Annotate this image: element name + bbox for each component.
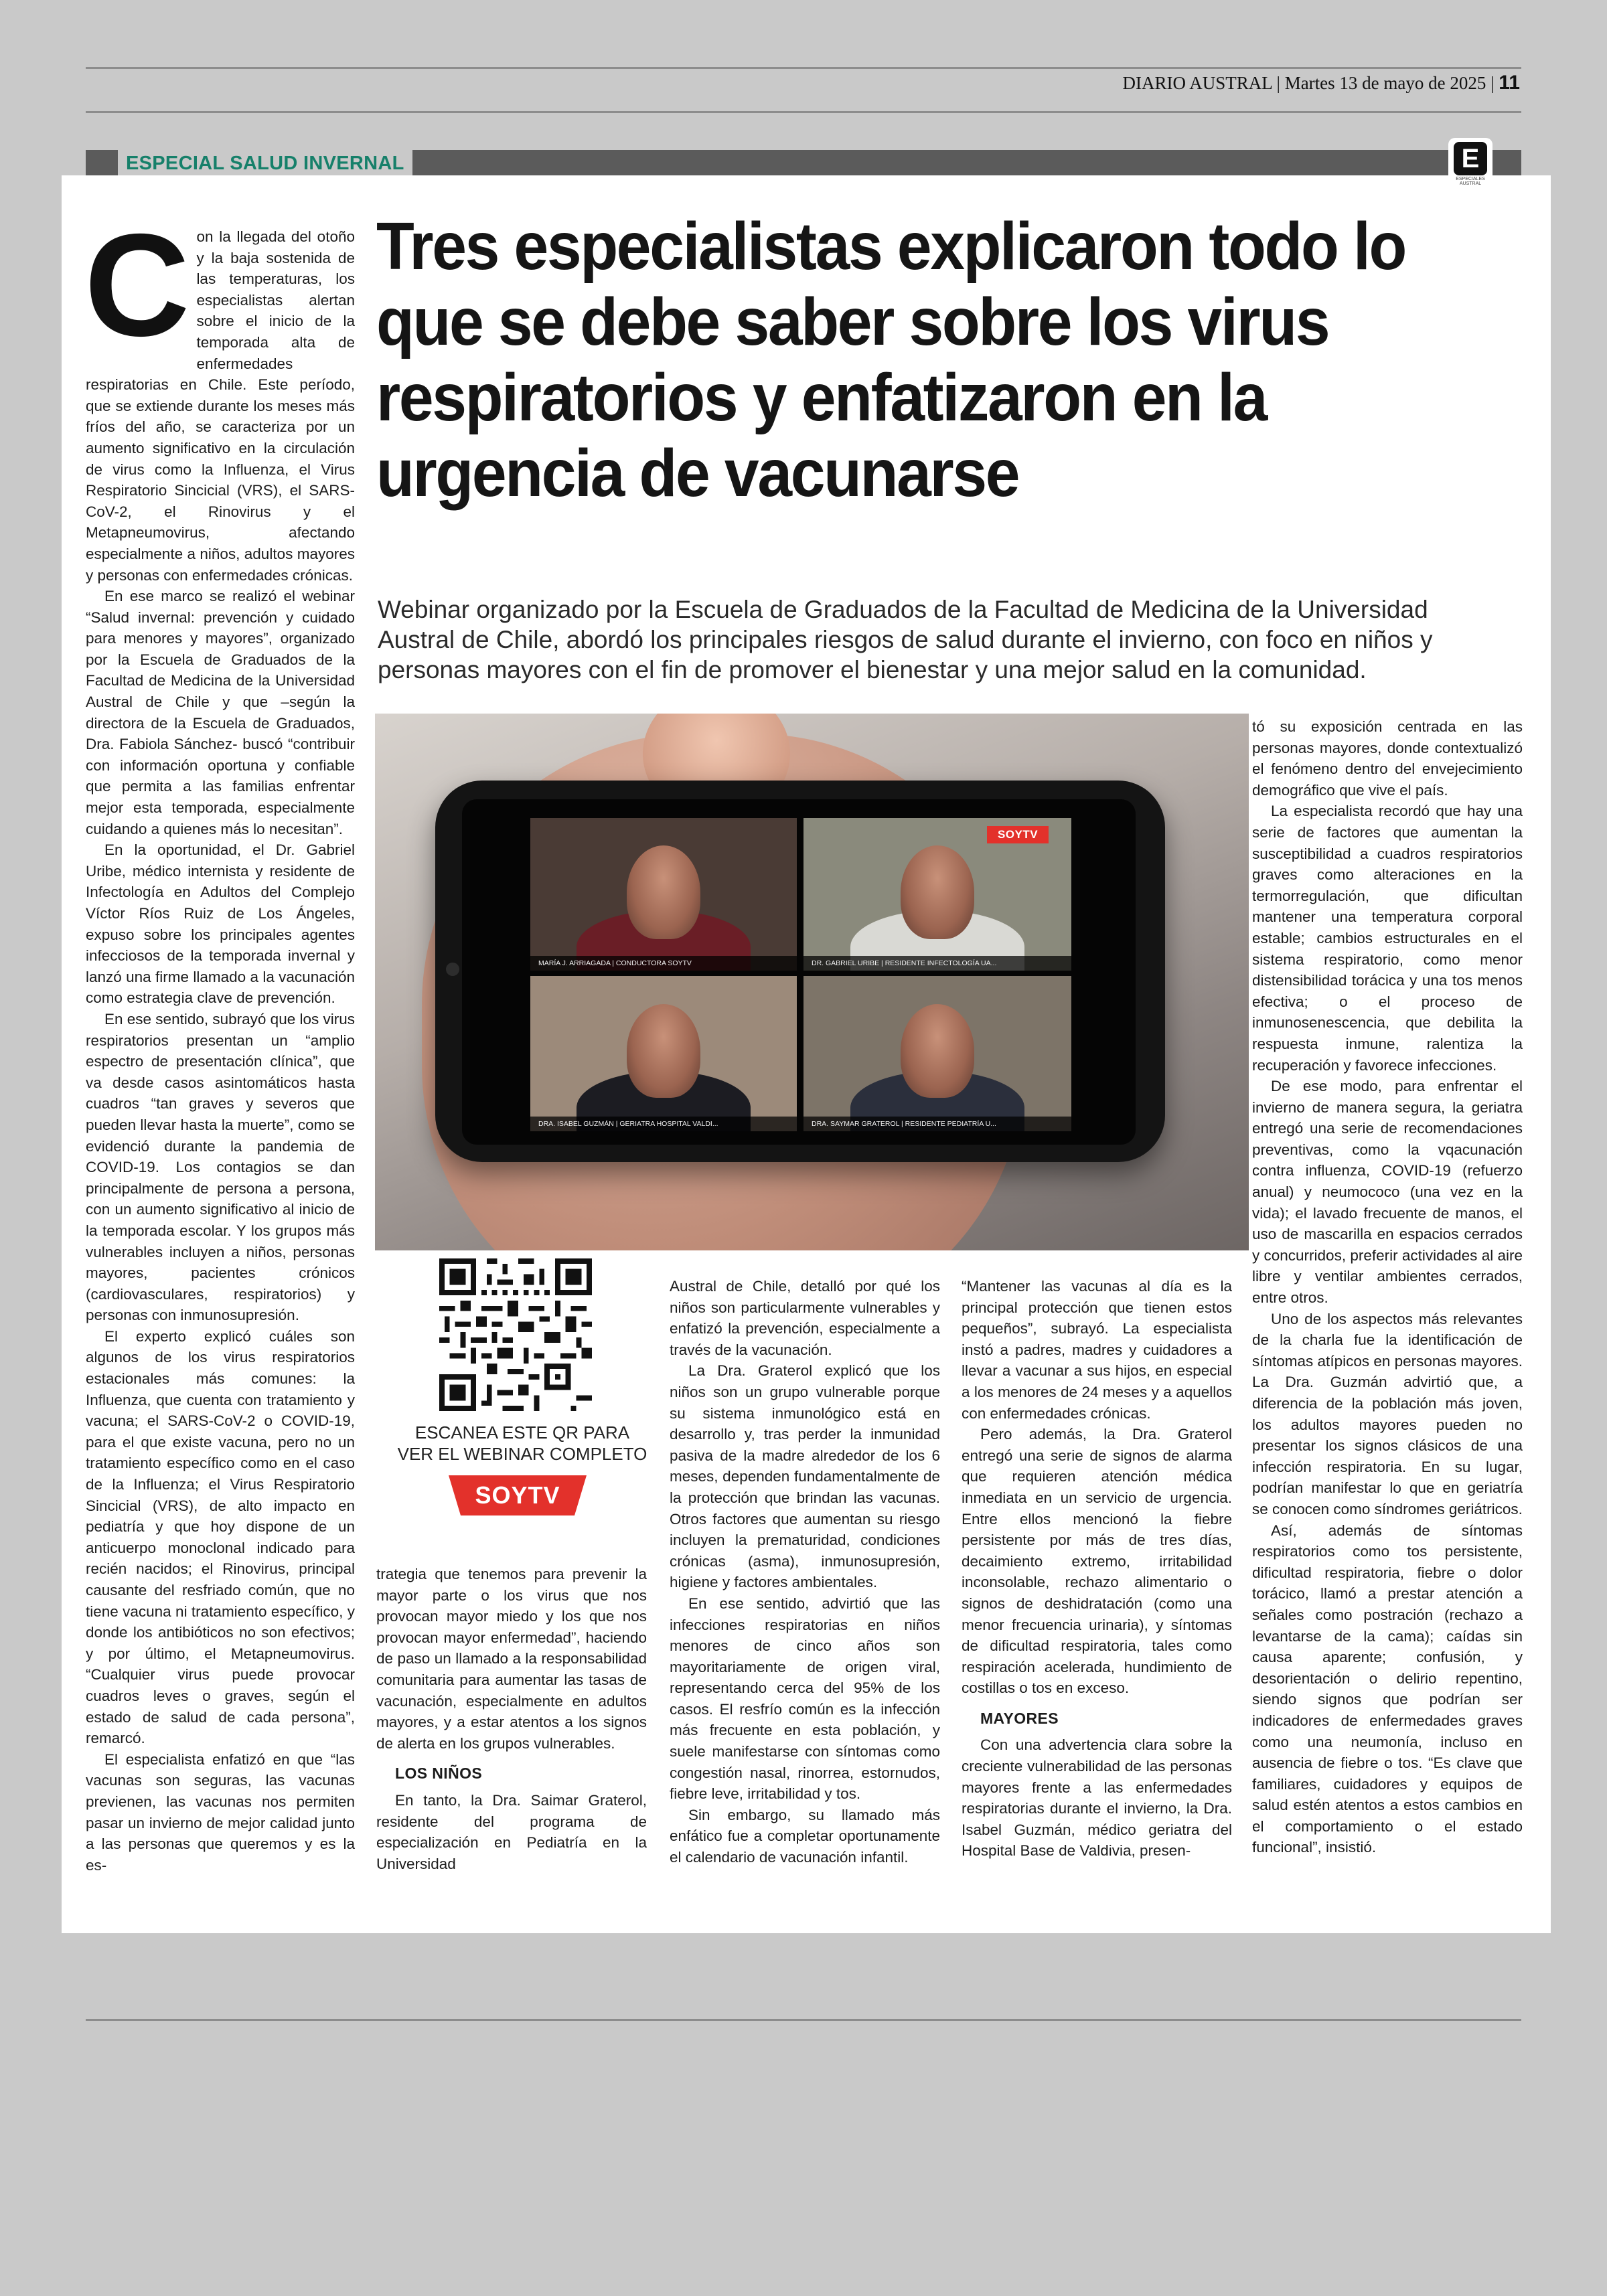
tile-caption: DR. GABRIEL URIBE | RESIDENTE INFECTOLOGÍA UA... [804,956,1071,971]
video-tile [530,976,797,1131]
person-avatar [901,845,974,939]
paragraph: De ese modo, para enfrentar el invierno de manera segura, la geriatra entregó una serie de recomendaciones preventivas, como la vqacunación contra influenza, COVID-19 (refuerzo anual) y neumococo (una vez en la vida); el lavado frecuente de manos, el uso de mascarilla en espacios cerrados y concurridos, preferir actividades al aire libre y ventilar ambientes cerrados, entre otros. [1252,1078,1523,1307]
paragraph: En la oportunidad, el Dr. Gabriel Uribe, médico internista y residente de Infectología en Adultos del Complejo Víctor Ríos Ruiz de Los Ángeles, expuso sobre los principales agentes infecciosos de la temporada invernal y lanzó una firme llamado a la vacunación como estrategia clave de prevención. [86,841,355,1007]
paragraph: on la llegada del otoño y la baja sostenida de las temperaturas, los especialistas alertan sobre el inicio de la temporada alta de enfermedades respiratorias en Chile. Este período, que se extiende durante los meses más fríos del año, se caracteriza por un aumento significativo en la circulación de virus como la Influenza, el Virus Respiratorio Sincicial (VRS), el SARS-CoV-2, el Rinovirus y el Metapneumovirus, afectando especialmente a niños, adultos mayores y personas con enfermedades crónicas. [86,228,355,584]
paragraph: La especialista recordó que hay una serie de factores que aumentan la susceptibilidad a cuadros respiratorios graves como alteraciones en la termorregulación, que dificultan mantener una temperatura corporal estable; cambios estructurales en el sistema respiratorio, como menor distensibilidad torácica y una tos menos efectiva; o el proceso de inmunosenescencia, que debilita la respuesta inmune, ralentiza la recuperación y favorece infecciones. [1252,803,1523,1074]
standfirst: Webinar organizado por la Escuela de Graduados de la Facultad de Medicina de la Universidad Austral de Chile, abordó los principales riesgos de salud durante el invierno, con foco en niños y personas mayores con el fin de promover el bienestar y una mejor salud en la comunidad. [378,596,1433,683]
paragraph: Pero además, la Dra. Graterol entregó una serie de signos de alarma que requieren atención médica inmediata en un servicio de urgencia. Entre ellos mencionó la fiebre persistente por más de tres días, decaimiento extremo, irritabilidad inconsolable, rechazo alimentario o signos de deshidratación (como una menor frecuencia urinaria), y síntomas de dificultad respiratoria, tales como respiración acelerada, hundimiento de costillas o tos en exceso. [962,1426,1232,1697]
tile-caption: MARÍA J. ARRIAGADA | CONDUCTORA SOYTV [530,956,797,971]
video-tile [530,818,797,971]
newspaper-name: DIARIO AUSTRAL [1122,73,1272,93]
paragraph: Con una advertencia clara sobre la creciente vulnerabilidad de las personas mayores frente a las enfermedades respiratorias durante el invierno, la Dra. Isabel Guzmán, médico geriatra del Hospital Base de Valdivia, presen- [962,1736,1232,1860]
folio-separator: | [1276,73,1280,93]
headline: Tres especialistas explicaron todo lo que se debe saber sobre los virus respiratorios y enfatizaron en la urgencia de vacunarse [376,209,1405,511]
logo-caption: ESPECIALES AUSTRAL [1456,177,1485,186]
issue-date: Martes 13 de mayo de 2025 [1284,73,1486,93]
paragraph: En ese marco se realizó el webinar “Salud invernal: prevención y cuidado para menores y mayores”, organizado por la Escuela de Graduados de la Facultad de Medicina de la Universidad Austral de Chile y que –según la directora de la Escuela de Graduados, Dra. Fabiola Sánchez- buscó “contribuir con información oportuna y confiable que permita a las familias enfrentar mejor esta temporada, especialmente cuidando a quienes más lo necesitan”. [86,588,355,837]
logo-letter: E [1454,142,1487,175]
paragraph: Sin embargo, su llamado más enfático fue a completar oportunamente el calendario de vacunación infantil. [670,1806,940,1866]
camera-icon [446,963,459,976]
paragraph: trategia que tenemos para prevenir la mayor parte o los virus que nos provocan mayor miedo y los que nos provocan mayor enfermedad”, haciendo de paso un llamado a la responsabilidad comunitaria para aumentar las tasas de vacunación, especialmente en adultos mayores, y a estar atentos a los signos de alerta en los grupos vulnerables. [376,1566,647,1752]
folio-separator: | [1490,73,1495,93]
article-column-3 [670,1276,940,1918]
section-marker [86,150,108,177]
person-avatar [627,845,700,939]
video-tile [804,976,1071,1131]
qr-caption-line2: VER EL WEBINAR COMPLETO [397,1444,647,1464]
subhead-mayores: MAYORES [980,1709,1059,1727]
paragraph: En ese sentido, subrayó que los virus respiratorios presentan un “amplio espectro de presentación clínica”, que va desde casos asintomáticos hasta cuadros “tan graves y severos que pueden llevar hasta la muerte”, como se evidenció durante la pandemia de COVID-19. Los contagios se dan principalmente de persona a persona, con un aumento significativo al inicio de la temporada escolar. Y los grupos más vulnerables incluyen a niños, personas mayores, pacientes crónicos (cardiovasculares, respiratorios) y personas con inmunosupresión. [86,1010,355,1324]
paragraph: tó su exposición centrada en las personas mayores, donde contextualizó el fenómeno dentro del envejecimiento demográfico que vive el país. [1252,718,1523,799]
paragraph: El especialista enfatizó en que “las vacunas son seguras, las vacunas previenen, las vacunas nos permiten pasar un invierno de mejor calidad junto a las personas que queremos y es la es- [86,1750,355,1874]
person-avatar [901,1004,974,1098]
page-number: 11 [1499,72,1520,94]
paragraph: El experto explicó cuáles son algunos de los virus respiratorios estacionales más comunes: la Influenza, que cuenta con tratamiento y vacuna; el SARS-CoV-2 o COVID-19, para el que existe vacuna, pero no un tratamiento específico como en el caso de la Influenza; el Virus Respiratorio Sincicial (VRS), de alto impacto en pediatría y que hoy dispone de un anticuerpo monoclonal indicado para recién nacidos; el Rinovirus, principal causante del resfriado común, que no tiene vacuna ni tratamiento específico, y donde los antibióticos no son efectivos; y por último, el Metapneumovirus. “Cualquier virus puede provocar cuadros leves o graves, según el estado de salud de cada persona”, remarcó. [86,1327,355,1747]
paragraph: Así, además de síntomas respiratorios como tos persistente, dificultad respiratoria, fiebre o dolor torácico, llamó a prestar atención a señales como postración (rechazo a levantarse de la cama); caídas sin causa aparente; confusión, y desorientación o delirio repentino, siendo signos que podrían ser indicadores de enfermedades graves como una neumonía, incluso en ausencia de fiebre o tos. “Es clave que familiares, cuidadores y equipos de salud estén atentos a estos cambios en el comportamiento o el estado funcional”, insistió. [1252,1522,1523,1856]
especiales-logo [1448,138,1493,186]
qr-code-icon[interactable] [439,1258,592,1411]
paragraph: En ese sentido, advirtió que las infecciones respiratorias en niños menores de cinco años son mayoritariamente de origen viral, representando cerca del 95% de los casos. El resfrío común es la infección más frecuente en esta población, y suele manifestarse con síntomas como congestión nasal, rinorrea, estornudos, fiebre leve, irritabilidad y tos. [670,1594,940,1803]
bottom-rule [86,2019,1521,2021]
webinar-photo [375,714,1249,1250]
paragraph: La Dra. Graterol explicó que los niños son un grupo vulnerable porque su sistema inmunológico está en desarrollo y, tras perder la inmunidad pasiva de la madre alrededor de los 6 meses, dependen fundamentalmente de la protección que brindan las vacunas. Otros factores que aumentan su riesgo incluyen la prematuridad, condiciones crónicas (asma), inmunosupresión, higiene y factores ambientales. [670,1362,940,1591]
person-avatar [627,1004,700,1098]
qr-caption [375,1422,670,1465]
drop-cap: C [84,204,190,367]
article-column-4 [962,1276,1232,1918]
paragraph: Austral de Chile, detalló por qué los niños son particularmente vulnerables y enfatizó la prevención, especialmente a través de la vacunación. [670,1278,940,1358]
tile-caption: DRA. ISABEL GUZMÁN | GERIATRA HOSPITAL VALDI... [530,1117,797,1131]
article-column-1 [84,204,355,1913]
soytv-logo: SOYTV [987,826,1049,843]
subhead-ninos: LOS NIÑOS [395,1765,483,1783]
tile-caption: DRA. SAYMAR GRATEROL | RESIDENTE PEDIATRÍA U... [804,1117,1071,1131]
qr-promo [375,1258,670,1526]
article-column-2 [376,1564,647,1912]
soytv-badge-text: SOYTV [475,1481,560,1509]
qr-caption-line1: ESCANEA ESTE QR PARA [414,1422,630,1443]
article-column-5 [1252,716,1523,1914]
paragraph: Uno de los aspectos más relevantes de la charla fue la identificación de síntomas atípicos en personas mayores. La Dra. Guzmán advirtió que, a diferencia de la población más joven, los adultos mayores pueden no presentar los signos clásicos de una infección respiratoria. En su lugar, podrían manifestar lo que en geriatría se conocen como síndromes geriátricos. [1252,1310,1523,1518]
paragraph: En tanto, la Dra. Saimar Graterol, residente del programa de especialización en Pediatría en la Universidad [376,1791,647,1872]
header-rule [86,111,1521,113]
section-label: ESPECIAL SALUD INVERNAL [118,149,412,177]
folio [1123,67,1520,99]
soytv-badge-logo [449,1475,587,1515]
paragraph: “Mantener las vacunas al día es la principal protección que tienen estos pequeños”, subrayó. La especialista instó a padres, madres y cuidadores a llevar a vacunar a sus hijos, en especial a los menores de 24 meses y a aquellos con enfermedades crónicas. [962,1278,1232,1422]
